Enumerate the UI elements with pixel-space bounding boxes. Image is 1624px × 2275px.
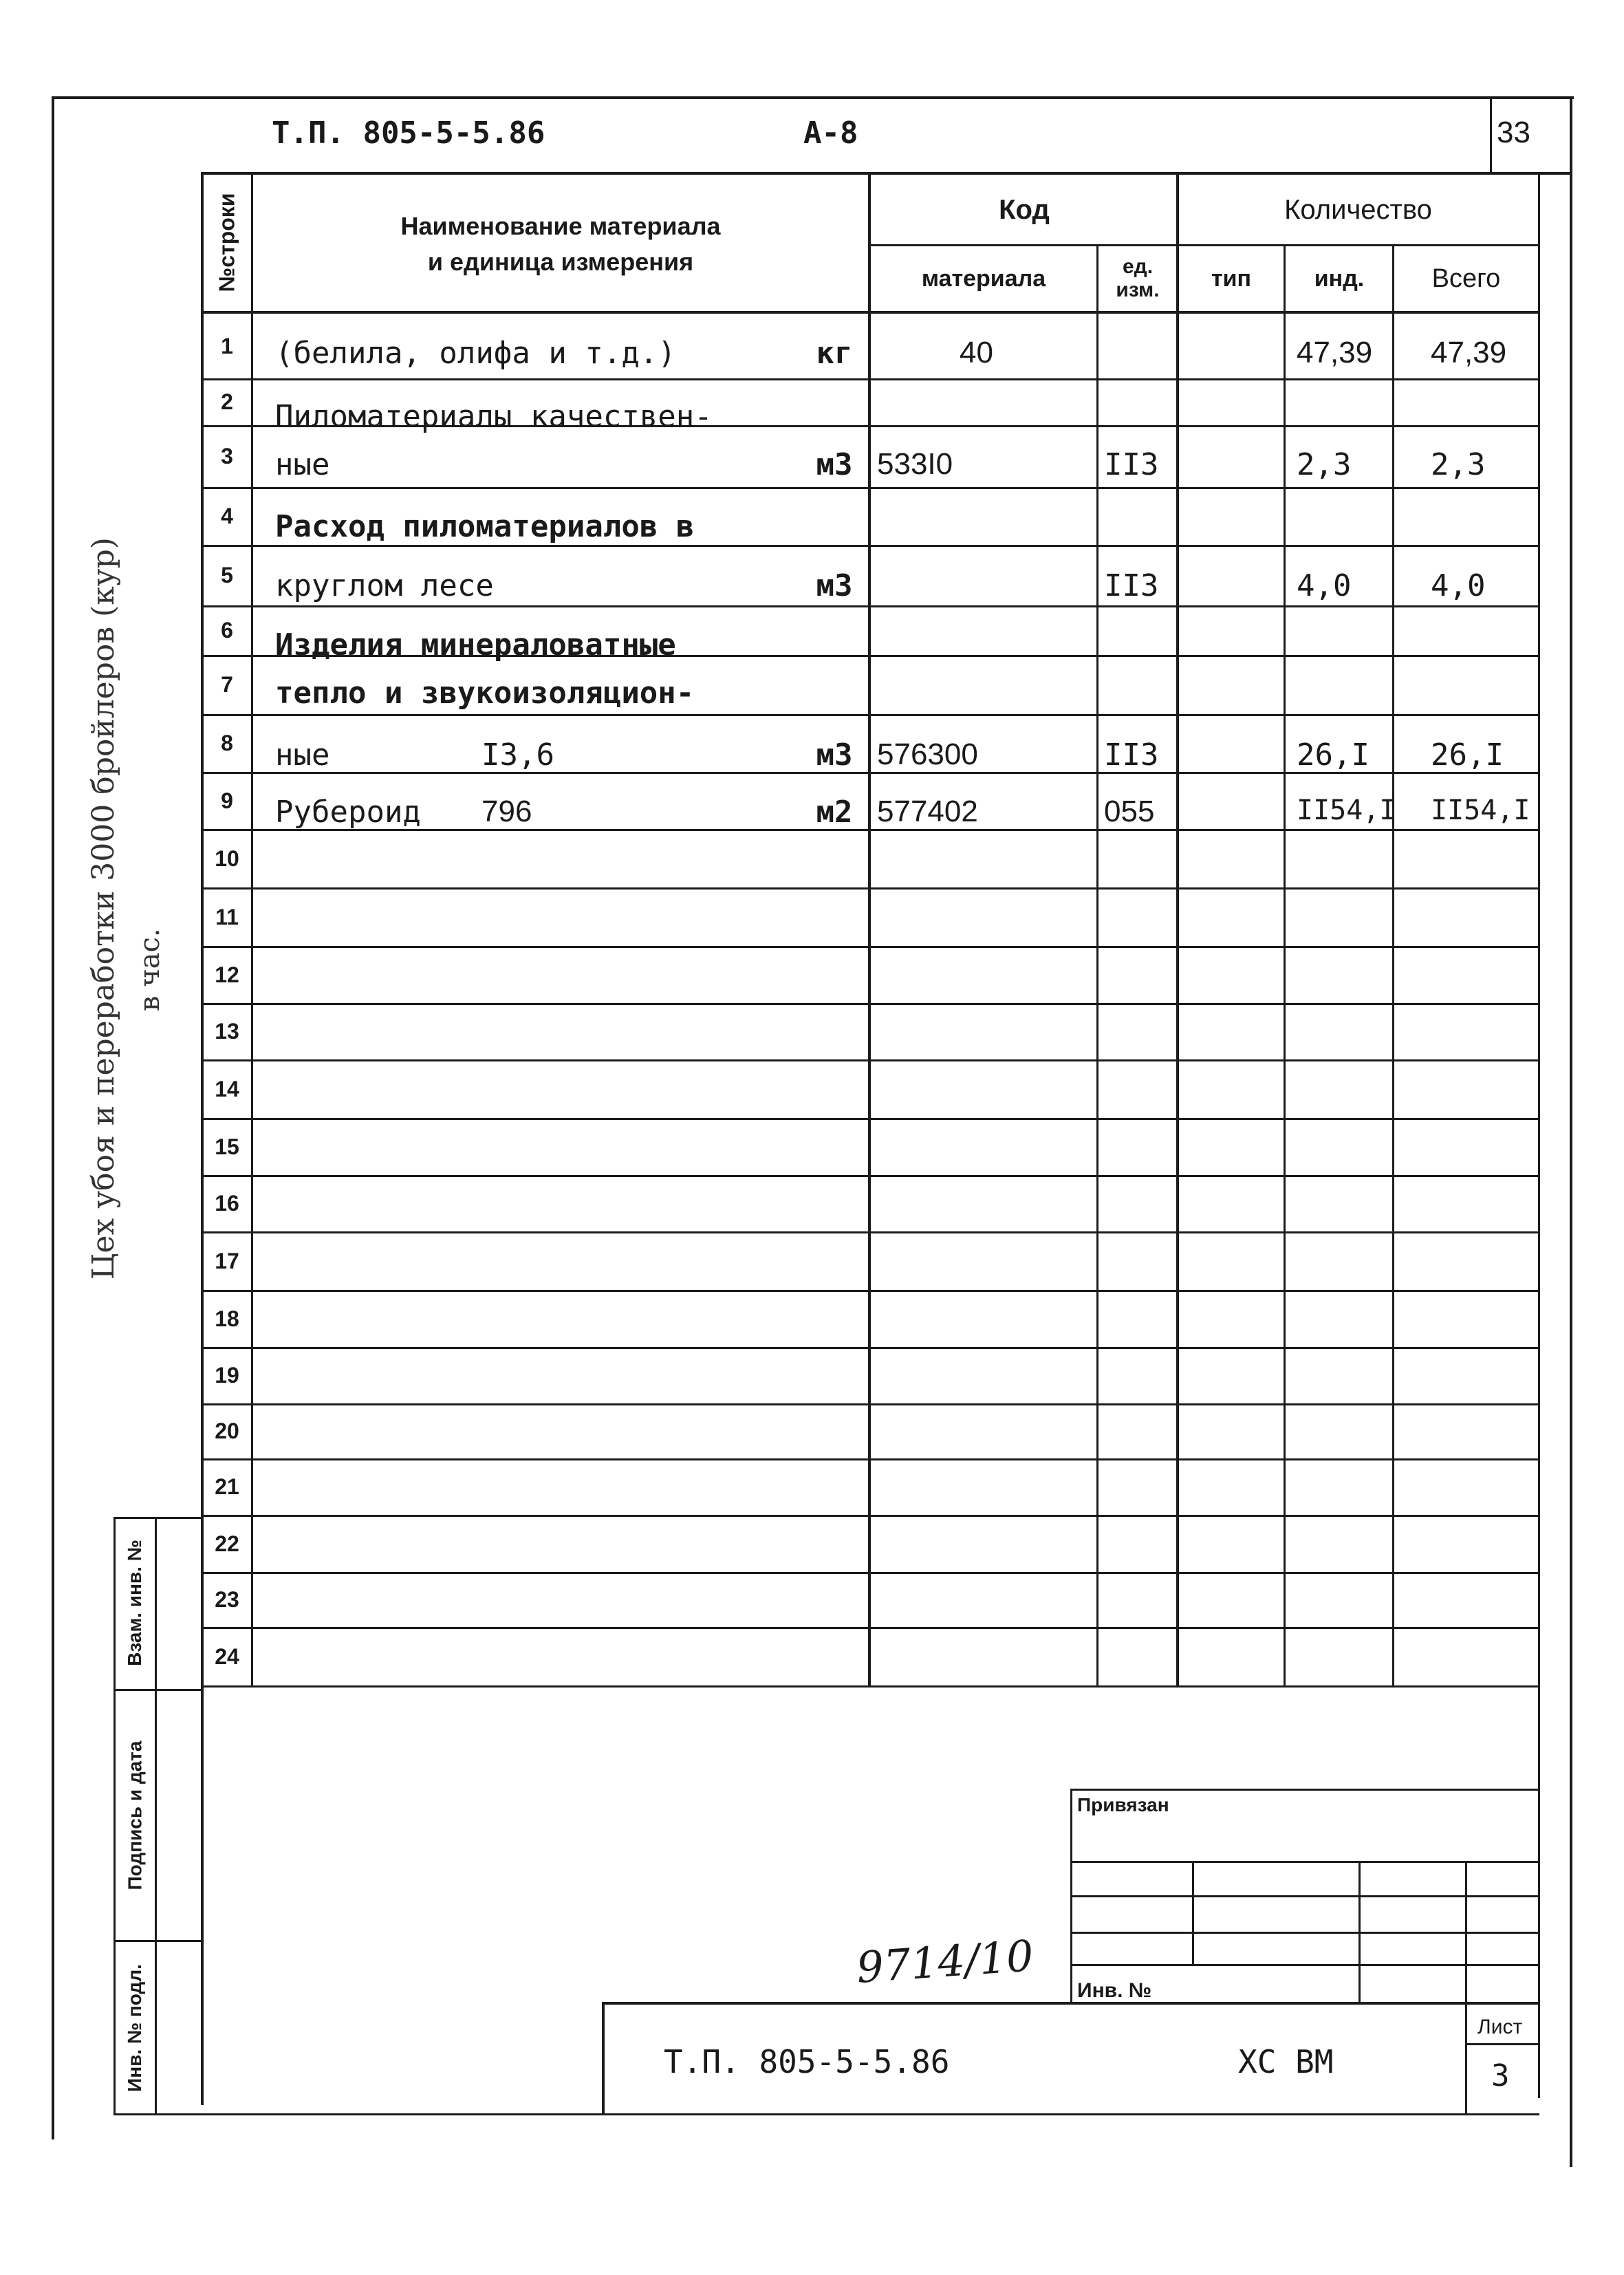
row5-unit: м3 [816,568,853,603]
row-number: 2 [221,389,233,414]
row-number: 16 [215,1191,239,1216]
privyazan-row3 [1070,1932,1539,1934]
row3-unit-code: II3 [1104,447,1159,482]
row3-material: 533I0 [877,447,953,481]
row-line [201,1572,1539,1574]
code-material-header: материала [921,265,1046,292]
row9-total: II54,I [1431,795,1530,826]
row-line [201,714,1539,716]
code-unit-header: ед. изм. [1116,255,1160,301]
row8-unit-code: II3 [1104,737,1159,773]
sheet-cell-div [1465,2043,1539,2045]
row-number: 19 [215,1363,239,1388]
col-line-ind [1392,244,1394,1685]
row6-name: Изделия минераловатные [275,627,676,662]
row8-total: 26,I [1431,737,1504,773]
row7-name: тепло и звукоизоляцион- [275,676,695,711]
col-line-type [1284,244,1286,1685]
privyazan-label: Привязан [1077,1794,1169,1815]
row-number: 14 [215,1077,239,1101]
row-line [201,1458,1539,1460]
row-line [201,1515,1539,1517]
row3-ind: 2,3 [1297,447,1352,482]
stamp-inv-podl: Инв. № подл. [124,1963,146,2092]
row5-ind: 4,0 [1297,568,1352,603]
row-number: 7 [221,672,233,697]
privyazan-col1 [1192,1861,1194,1964]
row-number: 13 [215,1019,239,1044]
row-line [201,605,1539,607]
privyazan-row4 [1070,1964,1539,1966]
row-number: 17 [215,1249,239,1273]
row-line [201,545,1539,547]
row-number: 18 [215,1306,239,1331]
row-number: 22 [215,1531,239,1556]
row9-extra: 796 [481,795,532,828]
row-line [201,887,1539,889]
row-number: 6 [221,618,233,643]
row5-total: 4,0 [1431,568,1486,603]
stamp-left-vert2 [155,1517,157,2115]
side-title-line1: Цех убоя и переработки 3000 бройлеров (кур) [86,537,121,1280]
footer-doc-mark: ХС ВМ [1238,2043,1334,2080]
row9-material: 577402 [877,795,978,828]
header-doc-code: Т.П. 805-5-5.86 [272,116,545,151]
row-line [201,1627,1539,1629]
row-number: 5 [221,563,233,587]
handwritten-number: 9714/10 [854,1930,1035,1993]
frame-inner-right [1538,172,1540,2098]
row-number: 9 [221,788,233,813]
privyazan-col2 [1358,1861,1361,2002]
content-left-line [201,172,204,2105]
row-number: 1 [221,334,233,358]
privyazan-row1 [1070,1861,1539,1863]
row-number: 12 [215,962,239,987]
privyazan-col3 [1465,1861,1467,2002]
frame-left-line [52,96,54,2139]
row1-name: (белила, олифа и т.д.) [275,336,676,371]
privyazan-row2 [1070,1895,1539,1897]
row-line [201,1347,1539,1349]
row1-total: 47,39 [1431,336,1507,369]
row-line [201,1290,1539,1292]
sheet-number: 3 [1491,2058,1510,2093]
row3-name: ные [275,447,330,482]
frame-right-line [1570,96,1572,2167]
row-line [201,1403,1539,1405]
row8-material: 576300 [877,737,978,771]
table-top-line [201,172,1572,175]
row1-unit: кг [816,336,853,371]
row-line [201,1059,1539,1061]
row-number: 10 [215,846,239,871]
row-number: 23 [215,1587,239,1612]
row-line [201,1685,1539,1688]
row-number-header: №строки [214,193,239,292]
row1-material: 40 [960,336,993,369]
row-line [201,378,1539,380]
row-line [201,1003,1539,1005]
qty-total-header: Всего [1431,263,1501,293]
header-page-number: 33 [1497,116,1530,149]
row-line [201,1175,1539,1177]
page-number-divider [1490,96,1492,173]
row1-ind: 47,39 [1297,336,1373,369]
row-number: 4 [221,504,233,528]
row8-ind: 26,I [1297,737,1369,773]
title-block-left [602,2002,605,2115]
row5-unit-code: II3 [1104,568,1159,603]
row8-name: ные [275,737,330,773]
row8-extra: I3,6 [481,737,554,773]
row2-name: Пиломатериалы качествен- [275,399,713,434]
row-line [201,1118,1539,1120]
row-number: 20 [215,1419,239,1443]
header-album: А-8 [803,116,858,151]
privyazan-top [1070,1789,1539,1791]
row5-name: круглом лесе [275,568,494,603]
material-name-header: Наименование материала и единица измерения [400,212,721,276]
row-line [201,1231,1539,1233]
row3-unit: м3 [816,447,853,482]
frame-top-line [52,96,1574,99]
row-number: 11 [215,905,239,929]
col-line-mat [1096,244,1098,1685]
row-number: 3 [221,444,233,468]
sheet-label: Лист [1477,2016,1523,2038]
row-number: 8 [221,731,233,755]
qty-ind-header: инд. [1314,265,1365,292]
row9-ind: II54,I [1297,795,1396,826]
row-number: 15 [215,1134,239,1159]
stamp-vzam-inv: Взам. инв. № [124,1540,146,1666]
row-line [201,946,1539,948]
quantity-group-header: Количество [1284,194,1432,225]
row-number: 21 [215,1474,239,1499]
row3-total: 2,3 [1431,447,1486,482]
title-block-top [602,2002,1539,2005]
row-line [201,487,1539,489]
footer-doc-code: Т.П. 805-5-5.86 [664,2043,950,2080]
inv-no-label: Инв. № [1077,1979,1152,2002]
qty-type-header: тип [1211,265,1252,292]
stamp-left-bottom [113,2113,203,2115]
code-group-header: Код [999,194,1050,225]
stamp-podpis-data: Подпись и дата [124,1740,146,1890]
sheet-cell-left [1465,2002,1467,2115]
row9-unit: м2 [816,795,853,830]
row-number: 24 [215,1644,239,1669]
header-divider-kod [870,244,1539,246]
row9-name: Рубероид [275,795,421,830]
content-bottom-line [201,2113,1539,2115]
row9-unit-code: 055 [1104,795,1155,828]
side-title-line2: в час. [134,928,166,1011]
row8-unit: м3 [816,737,853,773]
row4-name: Расход пиломатериалов в [275,509,695,544]
